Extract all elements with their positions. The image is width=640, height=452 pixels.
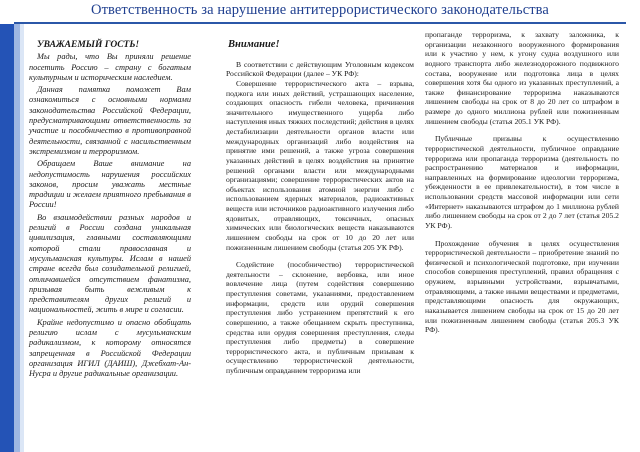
decorative-stripe-light [20,24,24,452]
page-title: Ответственность за нарушение антитеррористического законодательства [91,2,549,18]
welcome-heading: УВАЖАЕМЫЙ ГОСТЬ! [37,40,140,50]
welcome-paragraph-3: Обращаем Ваше внимание на недопустимость нарушения российских законов, просим уважать местные традиции и желаем приятного пребывания в России! [29,159,191,210]
title-divider [14,22,626,24]
attention-heading: Внимание! [228,39,280,50]
law-paragraph-205-1-end: пропаганде терроризма, к захвату заложника, к организации незаконного вооруженного формирования или к участию у нем, к угону судна воздушного или водного транспорта либо железнодорожного подвижного состава, вооружение или подготовка лица в целях совершения хотя бы одного из указанных преступлений, а также финансирование терроризма наказываются лишением свободы на срок от 8 до 20 лет со штрафом в размере до одного миллиона рублей или пожизненным лишением свободы (статья 205.1 УК РФ). [425,30,619,126]
law-paragraph-205-2: Публичные призывы к осуществлению террористической деятельности, публичное оправдание терроризма или пропаганда терроризма (деятельность по распространению материалов и информации, направленных на формирование идеологии терроризма, убежденности в ее привлекательности), в том числе в использовании средств массовой информации или сети «Интернет» наказываются штрафом до 1 миллиона рублей либо лишением свободы на срок от 2 до 7 лет (статья 205.2 УК РФ). [425,134,619,230]
law-paragraph-205: Совершение террористического акта – взрыва, поджога или иных действий, устрашающих население, создающих опасность гибели человека, причинения значительного имущественного ущерба либо наступления иных тяжких последствий; действия в целях дестабилизации деятельности органов власти или международных организаций либо воздействия на принятие ими решений, а также угроза совершения указанных действий в целях воздействия на принятие решений органами власти или международными организациями; совершение террористических актов на объектах использования атомной энергии либо с использованием ядерных материалов, радиоактивных веществ или источников радиоактивного излучения либо ядовитых, отравляющих, токсичных, опасных химических или биологических веществ наказываются лишением свободы на срок от 10 до 20 лет или пожизненным лишением свободы (статья 205 УК РФ). [226,78,414,252]
law-column-middle [226,40,414,376]
welcome-paragraph-5: Крайне недопустимо и опасно обобщать религию ислам с мусульманским радикализмом, к которому относятся запрещенная в Российской Федерации организация ИГИЛ (ДАИШ), Джебхат-Ан-Нусра и другие радикальные организации. [29,317,191,379]
welcome-paragraph-2: Данная памятка поможет Вам ознакомиться с основными нормами законодательства Российской Федерации, предусматривающими ответственность за участие и пособничество в противоправной деятельности, связанной с насильственным экстремизмом и терроризмом. [29,85,191,156]
law-paragraph-intro: В соответствии с действующим Уголовным кодексом Российской Федерации (далее – УК РФ): [226,59,414,79]
decorative-stripe-dark [0,24,14,452]
welcome-paragraph-1: Мы рады, что Вы приняли решение посетить Россию – страну с богатым культурным и историческим наследием. [29,52,191,82]
law-paragraph-205-3: Прохождение обучения в целях осуществления террористической деятельности – приобретение знаний по физической и психологической подготовке, при изучении способов совершения преступлений, правил обращения с оружием, взрывными устройствами, взрывчатыми, отравляющими, а также иными веществами и предметами, представляющими опасность для окружающих, наказывается лишением свободы на срок от 15 до 20 лет или пожизненным лишением свободы (статья 205.3 УК РФ). [425,238,619,335]
law-column-right [425,30,619,335]
law-paragraph-205-1-start: Содействие (пособничество) террористической деятельности – склонение, вербовка, или иное вовлечение лица (путем содействия совершению преступления советами, указаниями, предоставлением информации, средств или орудий совершения преступления либо устранением препятствий к его совершению, а также обещанием скрыть преступника, средства или орудия совершения преступления, следы преступления либо предметы) в совершение террористического акта, и публичным призывам к осуществлению террористической деятельности, публичным оправданием терроризма или [226,260,414,375]
welcome-column [29,40,191,380]
welcome-paragraph-4: Во взаимодействии разных народов и религий в России создана уникальная цивилизация, главными составляющими которой стали православная и мусульманская культуры. Ислам в нашей стране всегда был созидательной религией, отличавшейся отсутствием фанатизма, призывая быть вежливым к представителям других религий и национальностей, жить в мире и согласии. [29,212,191,315]
